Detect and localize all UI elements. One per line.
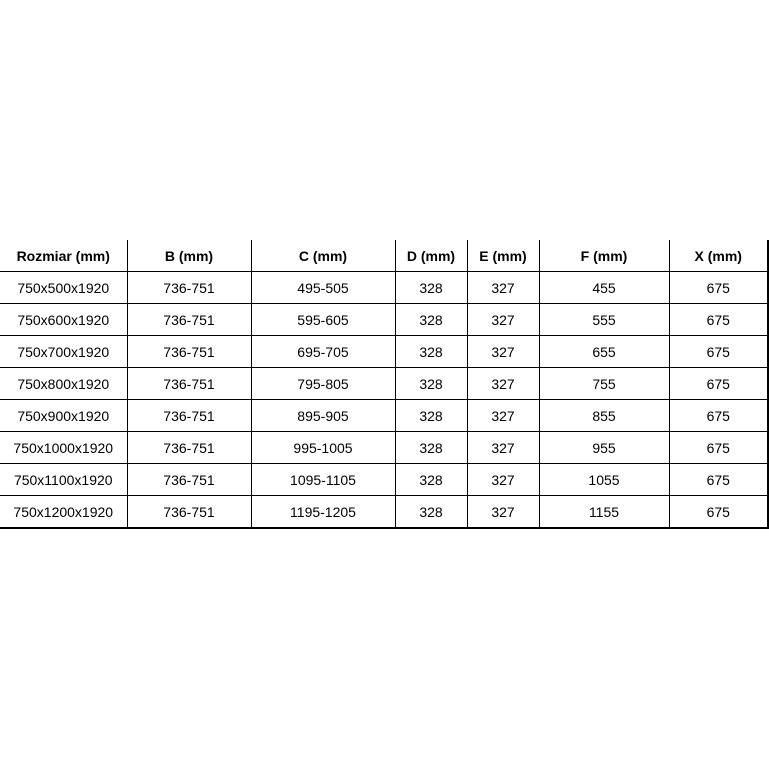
- dimensions-table: [0, 240, 769, 529]
- cell-e: 327: [467, 272, 539, 304]
- cell-b: 736-751: [127, 400, 251, 432]
- cell-b: 736-751: [127, 304, 251, 336]
- table-row: [0, 432, 768, 464]
- table-row: [0, 496, 768, 529]
- cell-rozmiar: 750x600x1920: [0, 304, 127, 336]
- cell-e: 327: [467, 336, 539, 368]
- cell-x: 675: [669, 304, 768, 336]
- cell-b: 736-751: [127, 272, 251, 304]
- cell-e: 327: [467, 400, 539, 432]
- cell-c: 895-905: [251, 400, 395, 432]
- table-header-row: [0, 240, 768, 272]
- table-row: [0, 336, 768, 368]
- cell-c: 495-505: [251, 272, 395, 304]
- cell-b: 736-751: [127, 336, 251, 368]
- table-row: [0, 464, 768, 496]
- cell-c: 1195-1205: [251, 496, 395, 529]
- cell-x: 675: [669, 432, 768, 464]
- cell-d: 328: [395, 336, 467, 368]
- cell-x: 675: [669, 400, 768, 432]
- cell-b: 736-751: [127, 368, 251, 400]
- cell-e: 327: [467, 464, 539, 496]
- cell-b: 736-751: [127, 496, 251, 529]
- header-b: B (mm): [127, 240, 251, 272]
- cell-rozmiar: 750x800x1920: [0, 368, 127, 400]
- cell-c: 795-805: [251, 368, 395, 400]
- cell-x: 675: [669, 496, 768, 529]
- cell-x: 675: [669, 272, 768, 304]
- cell-f: 455: [539, 272, 669, 304]
- table-row: [0, 400, 768, 432]
- cell-rozmiar: 750x1200x1920: [0, 496, 127, 529]
- cell-e: 327: [467, 496, 539, 529]
- cell-b: 736-751: [127, 464, 251, 496]
- cell-x: 675: [669, 368, 768, 400]
- header-rozmiar: Rozmiar (mm): [0, 240, 127, 272]
- cell-rozmiar: 750x1000x1920: [0, 432, 127, 464]
- cell-f: 1155: [539, 496, 669, 529]
- header-e: E (mm): [467, 240, 539, 272]
- dimensions-table-container: [0, 240, 768, 529]
- cell-c: 595-605: [251, 304, 395, 336]
- header-f: F (mm): [539, 240, 669, 272]
- cell-f: 755: [539, 368, 669, 400]
- cell-c: 695-705: [251, 336, 395, 368]
- cell-x: 675: [669, 336, 768, 368]
- cell-b: 736-751: [127, 432, 251, 464]
- cell-e: 327: [467, 432, 539, 464]
- cell-c: 1095-1105: [251, 464, 395, 496]
- cell-f: 855: [539, 400, 669, 432]
- cell-rozmiar: 750x700x1920: [0, 336, 127, 368]
- cell-e: 327: [467, 368, 539, 400]
- table-row: [0, 272, 768, 304]
- cell-d: 328: [395, 400, 467, 432]
- cell-d: 328: [395, 304, 467, 336]
- cell-c: 995-1005: [251, 432, 395, 464]
- cell-rozmiar: 750x900x1920: [0, 400, 127, 432]
- cell-rozmiar: 750x500x1920: [0, 272, 127, 304]
- header-d: D (mm): [395, 240, 467, 272]
- table-row: [0, 304, 768, 336]
- cell-d: 328: [395, 432, 467, 464]
- cell-d: 328: [395, 368, 467, 400]
- cell-f: 655: [539, 336, 669, 368]
- cell-f: 1055: [539, 464, 669, 496]
- cell-f: 955: [539, 432, 669, 464]
- cell-d: 328: [395, 464, 467, 496]
- cell-e: 327: [467, 304, 539, 336]
- cell-d: 328: [395, 496, 467, 529]
- cell-x: 675: [669, 464, 768, 496]
- header-x: X (mm): [669, 240, 768, 272]
- cell-f: 555: [539, 304, 669, 336]
- cell-d: 328: [395, 272, 467, 304]
- header-c: C (mm): [251, 240, 395, 272]
- cell-rozmiar: 750x1100x1920: [0, 464, 127, 496]
- table-row: [0, 368, 768, 400]
